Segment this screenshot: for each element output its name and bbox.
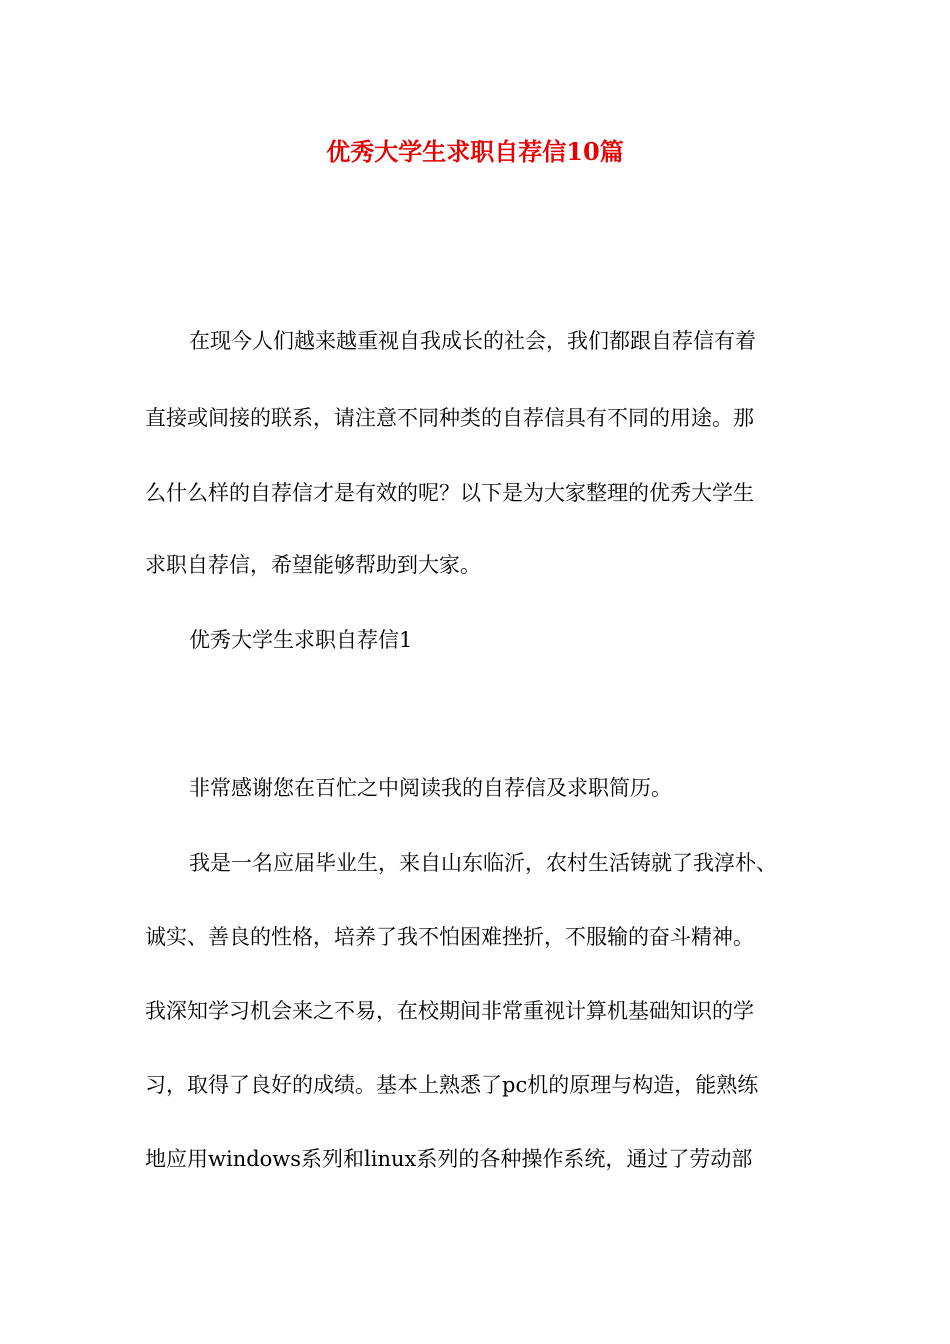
- letter-line-3: 诚实、善良的性格，培养了我不怕困难挫折，不服输的奋斗精神。: [145, 925, 754, 949]
- letter-line-5: 习，取得了良好的成绩。基本上熟悉了pc机的原理与构造，能熟练: [145, 1073, 759, 1097]
- intro-line-3: 么什么样的自荐信才是有效的呢？以下是为大家整理的优秀大学生: [145, 481, 754, 505]
- document-title: 优秀大学生求职自荐信10篇: [326, 137, 624, 166]
- letter-line-6: 地应用windows系列和linux系列的各种操作系统，通过了劳动部: [145, 1147, 753, 1171]
- intro-line-4: 求职自荐信，希望能够帮助到大家。: [145, 553, 481, 577]
- letter-line-1: 非常感谢您在百忙之中阅读我的自荐信及求职简历。: [189, 776, 672, 800]
- intro-line-2: 直接或间接的联系，请注意不同种类的自荐信具有不同的用途。那: [145, 406, 754, 430]
- letter-line-4: 我深知学习机会来之不易，在校期间非常重视计算机基础知识的学: [145, 999, 754, 1023]
- letter-line-2: 我是一名应届毕业生，来自山东临沂，农村生活铸就了我淳朴、: [189, 851, 777, 875]
- section-heading-1: 优秀大学生求职自荐信1: [189, 628, 413, 652]
- intro-line-1: 在现今人们越来越重视自我成长的社会，我们都跟自荐信有着: [189, 329, 756, 353]
